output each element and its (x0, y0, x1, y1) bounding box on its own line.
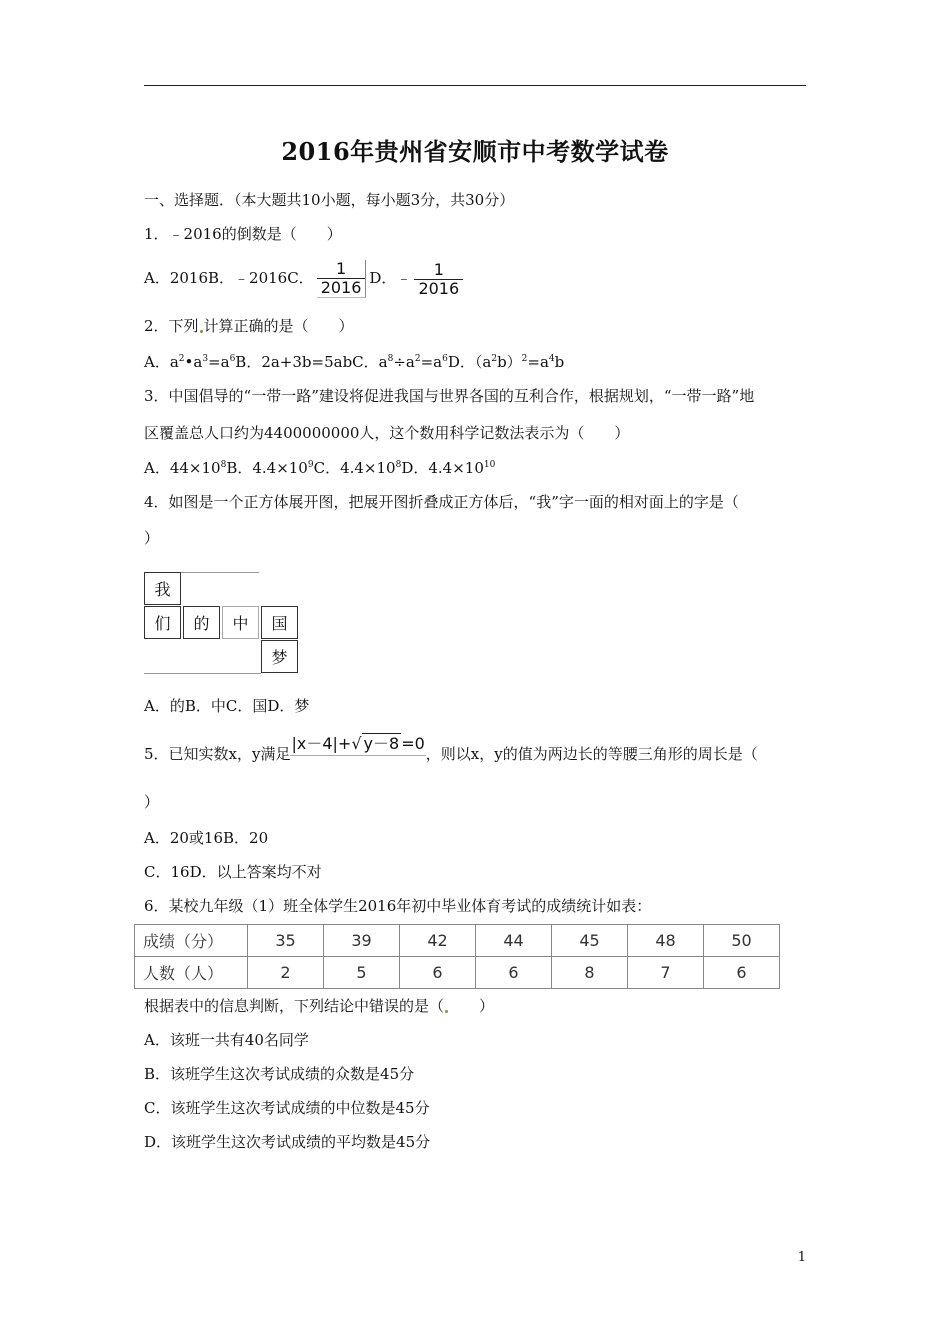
q5-equation (290, 734, 425, 756)
q2-opt-text: =a (208, 353, 230, 371)
q2-exp: 4 (548, 354, 555, 364)
q2-opt-text: b） (497, 353, 522, 371)
net-cell-guo: 国 (261, 606, 298, 639)
q3-exp: 10 (483, 460, 496, 470)
net-guide-line (181, 572, 259, 573)
q2-exp: 6 (229, 354, 236, 364)
table-cell: 44 (476, 925, 552, 957)
q2-exp: 2 (178, 354, 185, 364)
q2-opt-text: ÷a (393, 353, 415, 371)
score-table (134, 924, 780, 989)
q3-options (144, 458, 495, 478)
q5-stem-line2: ） (144, 793, 160, 811)
table-cell: 42 (400, 925, 476, 957)
q3-exp: 8 (220, 460, 227, 470)
net-guide-line (144, 673, 261, 674)
table-cell: 5 (324, 957, 400, 989)
q2-exp: 2 (414, 354, 421, 364)
page-title: 2016年贵州省安顺市中考数学试卷 (281, 137, 669, 166)
q6-option-a: A．该班一共有40名同学 (144, 1031, 309, 1049)
table-head-count: 人数（人） (135, 957, 248, 989)
sqrt-icon: √ (351, 734, 362, 753)
q4-stem-line2: ） (144, 529, 160, 547)
q4-options: A．的B．中C．国D．梦 (144, 697, 310, 715)
table-cell: 6 (476, 957, 552, 989)
table-cell: 45 (552, 925, 628, 957)
q1-option-d: D．﹣ (369, 269, 412, 287)
q2-exp: 3 (202, 354, 209, 364)
q2-opt-text: •a (184, 353, 203, 371)
table-cell: 48 (628, 925, 704, 957)
q5-eq-rhs: =0 (401, 734, 425, 753)
q2-options (144, 352, 564, 372)
q4-stem-line1: 4．如图是一个正方体展开图，把展开图折叠成正方体后，“我”字一面的相对面上的字是（ (144, 493, 739, 511)
net-cell-wo: 我 (144, 572, 181, 605)
q3-opt-text: D．4.4×10 (401, 459, 484, 477)
q6-option-b: B．该班学生这次考试成绩的众数是45分 (144, 1065, 415, 1083)
q2-exp: 8 (387, 354, 394, 364)
q2-exp: 6 (442, 354, 448, 364)
q6-stem: 6．某校九年级（1）班全体学生2016年初中毕业体育考试的成绩统计如表： (144, 897, 652, 915)
q3-opt-text: B．4.4×10 (226, 459, 308, 477)
table-row (135, 925, 780, 957)
q1-frac-d-den: 2016 (414, 279, 463, 298)
q1-fraction-d (414, 261, 463, 298)
q1-options-ab: A．2016B．﹣2016C． (144, 269, 314, 287)
mark-dot-icon (445, 1010, 448, 1013)
q3-exp: 8 (395, 460, 402, 470)
cube-net-figure (144, 572, 300, 676)
q1-stem: 1．﹣2016的倒数是（ ） (144, 225, 342, 243)
table-head-score: 成绩（分） (135, 925, 248, 957)
table-cell: 50 (704, 925, 780, 957)
net-cell-zhong: 中 (222, 606, 259, 639)
table-cell: 2 (248, 957, 324, 989)
q1-options (144, 258, 466, 298)
table-cell: 39 (324, 925, 400, 957)
header-rule (144, 85, 806, 86)
table-row (135, 957, 780, 989)
q2-opt-text: B．2a+3b=5abC．a (235, 353, 388, 371)
q2-exp: 2 (521, 354, 528, 364)
table-cell: 7 (628, 957, 704, 989)
q2-opt-text: D．（a (447, 353, 492, 371)
q5-stem-part1: 5．已知实数x，y满足 (144, 745, 291, 763)
table-cell: 6 (704, 957, 780, 989)
q2-stem-part1: 2．下列 (144, 317, 199, 335)
mark-dot-icon (200, 330, 203, 333)
q2-opt-text: =a (420, 353, 443, 371)
table-cell: 6 (400, 957, 476, 989)
q5-eq-radicand: y－8 (363, 734, 400, 753)
net-cell-de: 的 (183, 606, 220, 639)
table-cell: 8 (552, 957, 628, 989)
q2-stem (144, 316, 354, 336)
net-cell-meng: 梦 (261, 640, 298, 673)
q6-judge-part2: ） (449, 997, 495, 1015)
q5-options-cd: C．16D．以上答案均不对 (144, 863, 322, 881)
q3-opt-text: C．4.4×10 (313, 459, 396, 477)
q1-fraction-c (317, 260, 367, 298)
q2-opt-text: A．a (144, 353, 179, 371)
q6-judge (144, 996, 494, 1016)
q1-frac-c-num: 1 (335, 259, 347, 278)
q6-judge-part1: 根据表中的信息判断，下列结论中错误的是（ (144, 997, 445, 1015)
q6-option-c: C．该班学生这次考试成绩的中位数是45分 (144, 1099, 430, 1117)
section-heading: 一、选择题．（本大题共10小题，每小题3分，共30分） (144, 191, 515, 209)
q5-options-ab: A．20或16B．20 (144, 829, 269, 847)
q3-stem-line2: 区覆盖总人口约为4400000000人，这个数用科学记数法表示为（ ） (144, 424, 630, 442)
q6-option-d: D．该班学生这次考试成绩的平均数是45分 (144, 1133, 431, 1151)
q2-stem-part2: 计算正确的是（ ） (203, 317, 354, 335)
q2-exp: 2 (491, 354, 498, 364)
q5-eq-abs: |x－4|+ (291, 734, 352, 753)
net-cell-men: 们 (144, 606, 181, 639)
q5-stem (144, 734, 758, 766)
q2-opt-text: b (554, 353, 565, 371)
page-number: 1 (797, 1250, 806, 1265)
q3-opt-text: A．44×10 (144, 459, 221, 477)
q2-opt-text: =a (527, 353, 549, 371)
q5-stem-part2: ，则以x，y的值为两边长的等腰三角形的周长是（ (425, 745, 758, 763)
q3-exp: 9 (307, 460, 314, 470)
q1-frac-d-num: 1 (433, 259, 444, 279)
q1-frac-c-den: 2016 (317, 278, 366, 297)
table-cell: 35 (248, 925, 324, 957)
q3-stem-line1: 3．中国倡导的“一带一路”建设将促进我国与世界各国的互利合作，根据规划，“一带一路”地 (144, 387, 755, 405)
